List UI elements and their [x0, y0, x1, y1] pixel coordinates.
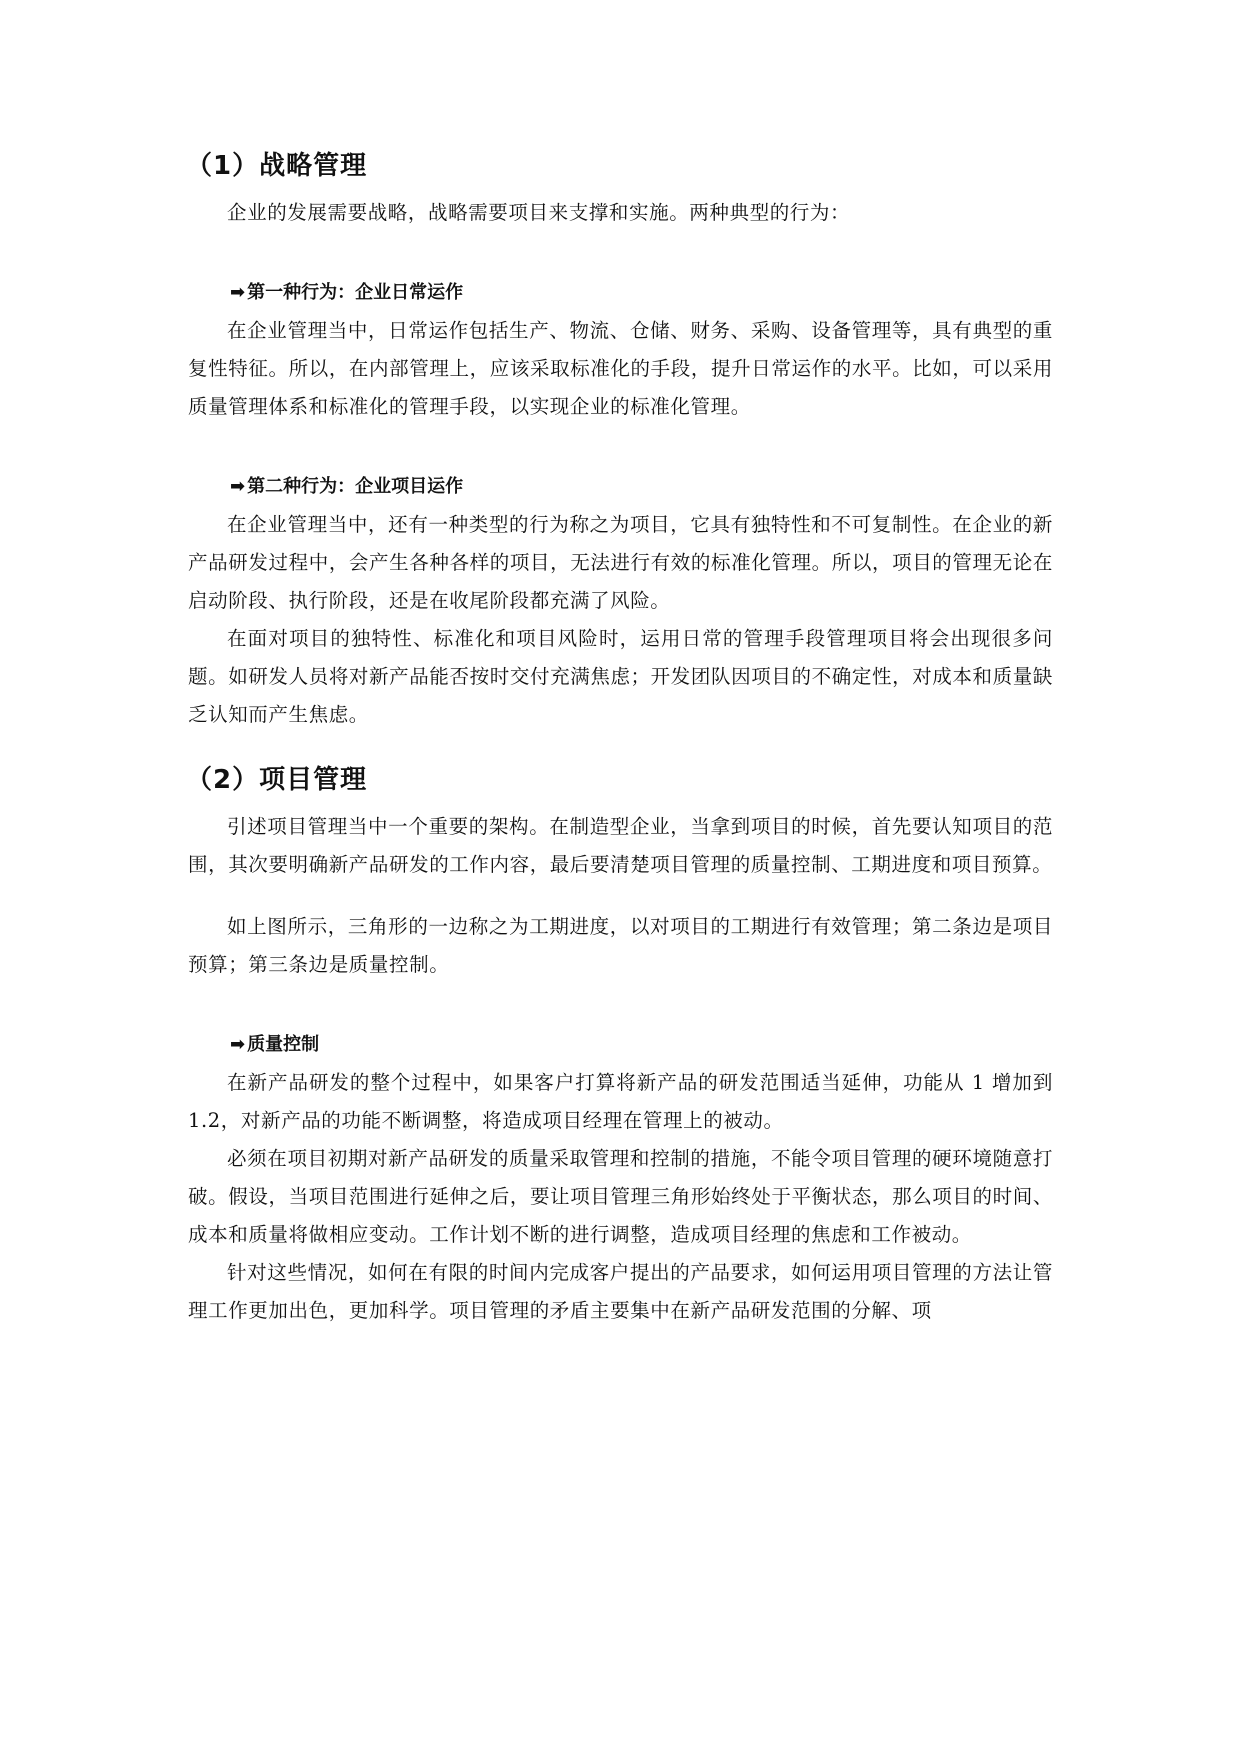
- spacer: [188, 984, 1053, 1006]
- section-heading-strategy: （1）战略管理: [186, 151, 368, 181]
- subheading-quality-control-label: 质量控制: [247, 1034, 320, 1055]
- paragraph-triangle-note: 如上图所示，三角形的一边称之为工期进度，以对项目的工期进行有效管理；第二条边是项目预算；第三条边是质量控制。: [188, 915, 1053, 976]
- section-heading-project-management: （2）项目管理: [186, 765, 368, 795]
- subheading-quality-control: [230, 1030, 1053, 1060]
- subheading-behavior-1-label: 第一种行为：企业日常运作: [247, 282, 464, 303]
- paragraph: 必须在项目初期对新产品研发的质量采取管理和控制的措施，不能令项目管理的硬环境随意打破。假设，当项目范围进行延伸之后，要让项目管理三角形始终处于平衡状态，那么项目的时间、成本和质量将做相应变动。工作计划不断的进行调整，造成项目经理的焦虑和工作被动。: [188, 1147, 1053, 1246]
- spacer: [188, 232, 1053, 254]
- spacer: [188, 426, 1053, 448]
- paragraph: 在企业管理当中，还有一种类型的行为称之为项目，它具有独特性和不可复制性。在企业的新产品研发过程中，会产生各种各样的项目，无法进行有效的标准化管理。所以，项目的管理无论在启动阶段、执行阶段，还是在收尾阶段都充满了风险。: [188, 513, 1053, 612]
- section-intro-project-management: 引述项目管理当中一个重要的架构。在制造型企业，当拿到项目的时候，首先要认知项目的范围，其次要明确新产品研发的工作内容，最后要清楚项目管理的质量控制、工期进度和项目预算。: [188, 815, 1053, 876]
- paragraph: 在新产品研发的整个过程中，如果客户打算将新产品的研发范围适当延伸，功能从 1 增加到 1.2，对新产品的功能不断调整，将造成项目经理在管理上的被动。: [188, 1071, 1053, 1132]
- document-content: [188, 148, 1053, 1330]
- right-arrow-icon: ➡: [230, 1034, 246, 1055]
- paragraph: 针对这些情况，如何在有限的时间内完成客户提出的产品要求，如何运用项目管理的方法让管理工作更加出色，更加科学。项目管理的矛盾主要集中在新产品研发范围的分解、项: [188, 1261, 1053, 1322]
- right-arrow-icon: ➡: [230, 282, 246, 303]
- paragraph: 在面对项目的独特性、标准化和项目风险时，运用日常的管理手段管理项目将会出现很多问题。如研发人员将对新产品能否按时交付充满焦虑；开发团队因项目的不确定性，对成本和质量缺乏认知而产生焦虑。: [188, 627, 1053, 726]
- subheading-behavior-1: [230, 278, 1053, 308]
- paragraph: 在企业管理当中，日常运作包括生产、物流、仓储、财务、采购、设备管理等，具有典型的重复性特征。所以，在内部管理上，应该采取标准化的手段，提升日常运作的水平。比如，可以采用质量管理体系和标准化的管理手段，以实现企业的标准化管理。: [188, 319, 1053, 418]
- right-arrow-icon: ➡: [230, 476, 246, 497]
- subheading-behavior-2-label: 第二种行为：企业项目运作: [247, 476, 464, 497]
- subheading-behavior-2: [230, 472, 1053, 502]
- section-intro-strategy: 企业的发展需要战略，战略需要项目来支撑和实施。两种典型的行为：: [227, 201, 851, 224]
